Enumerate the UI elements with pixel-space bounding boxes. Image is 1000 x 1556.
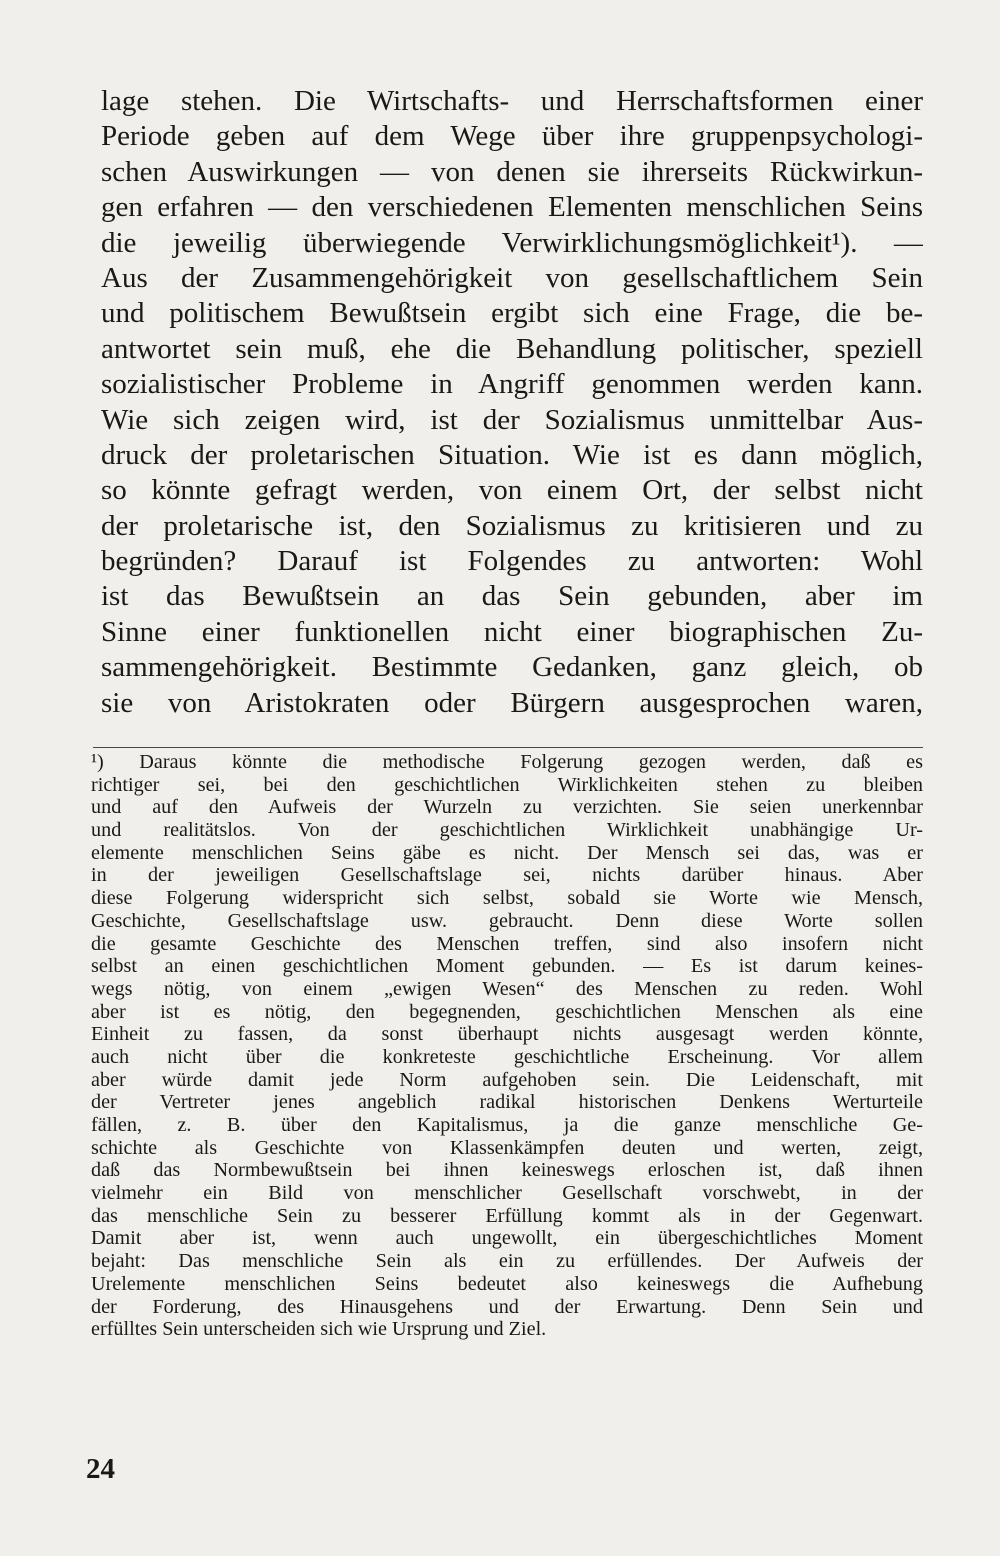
body-line: sie von Aristokraten oder Bürgern ausgesprochen waren,: [101, 686, 923, 719]
body-line: der proletarische ist, den Sozialismus zu kritisieren und zu: [101, 509, 923, 542]
footnote-line: die gesamte Geschichte des Menschen treffen, sind also insofern nicht: [91, 932, 923, 955]
footnote-line: und auf den Aufweis der Wurzeln zu verzichten. Sie seien unerkennbar: [91, 796, 923, 819]
body-line: schen Auswirkungen — von denen sie ihrerseits Rückwirkun-: [101, 155, 923, 188]
footnote-line: vielmehr ein Bild von menschlicher Gesellschaft vorschwebt, in der: [91, 1182, 923, 1205]
footnote-line: das menschliche Sein zu besserer Erfüllung kommt als in der Gegenwart.: [91, 1204, 923, 1227]
body-line: die jeweilig überwiegende Verwirklichungsmöglichkeit¹). —: [101, 226, 923, 259]
body-line: Wie sich zeigen wird, ist der Sozialismus unmittelbar Aus-: [101, 403, 923, 436]
body-line: druck der proletarischen Situation. Wie ist es dann möglich,: [101, 438, 923, 471]
body-line: sammengehörigkeit. Bestimmte Gedanken, ganz gleich, ob: [101, 651, 923, 684]
footnote-line: Geschichte, Gesellschaftslage usw. gebraucht. Denn diese Worte sollen: [91, 909, 923, 932]
body-line: Periode geben auf dem Wege über ihre gruppenpsychologi-: [101, 120, 923, 153]
footnote-line: bejaht: Das menschliche Sein als ein zu erfüllendes. Der Aufweis der: [91, 1250, 923, 1273]
footnote-line: der Vertreter jenes angeblich radikal historischen Denkens Werturteile: [91, 1091, 923, 1114]
footnote-line: schichte als Geschichte von Klassenkämpfen deuten und werten, zeigt,: [91, 1136, 923, 1159]
footnote-line: wegs nötig, von einem „ewigen Wesen“ des Menschen zu reden. Wohl: [91, 977, 923, 1000]
footnote-line: richtiger sei, bei den geschichtlichen Wirklichkeiten stehen zu bleiben: [91, 773, 923, 796]
footnote-line: Urelemente menschlichen Seins bedeutet also keineswegs die Aufhebung: [91, 1272, 923, 1295]
main-text-block: [101, 84, 923, 721]
body-line: begründen? Darauf ist Folgendes zu antworten: Wohl: [101, 545, 923, 578]
footnote-line: auch nicht über die konkreteste geschichtliche Erscheinung. Vor allem: [91, 1045, 923, 1068]
footnote-line: fällen, z. B. über den Kapitalismus, ja die ganze menschliche Ge-: [91, 1114, 923, 1136]
body-line: Aus der Zusammengehörigkeit von gesellschaftlichem Sein: [101, 261, 923, 294]
footnote-line: Damit aber ist, wenn auch ungewollt, ein übergeschichtliches Moment: [91, 1227, 923, 1250]
body-line: sozialistischer Probleme in Angriff genommen werden kann.: [101, 368, 923, 401]
footnote-line: Einheit zu fassen, da sonst überhaupt nichts ausgesagt werden könnte,: [91, 1023, 923, 1046]
body-line: gen erfahren — den verschiedenen Elementen menschlichen Seins: [101, 191, 923, 224]
footnote-line: und realitätslos. Von der geschichtlichen Wirklichkeit unabhängige Ur-: [91, 819, 923, 842]
body-line: lage stehen. Die Wirtschafts- und Herrschaftsformen einer: [101, 85, 923, 117]
footnote-line: aber ist es nötig, den begegnenden, geschichtlichen Menschen als eine: [91, 1000, 923, 1023]
body-line: so könnte gefragt werden, von einem Ort, der selbst nicht: [101, 474, 923, 507]
footnote-divider: [93, 747, 923, 748]
footnote-line: der Forderung, des Hinausgehens und der Erwartung. Denn Sein und: [91, 1295, 923, 1318]
footnote-line: diese Folgerung widerspricht sich selbst, sobald sie Worte wie Mensch,: [91, 887, 923, 910]
page-number: 24: [86, 1453, 115, 1485]
footnote-line: selbst an einen geschichtlichen Moment gebunden. — Es ist darum keines-: [91, 955, 923, 978]
body-line: und politischem Bewußtsein ergibt sich eine Frage, die be-: [101, 297, 923, 330]
footnote-line: elemente menschlichen Seins gäbe es nicht. Der Mensch sei das, was er: [91, 841, 923, 864]
footnote-line: daß das Normbewußtsein bei ihnen keineswegs erloschen ist, daß ihnen: [91, 1159, 923, 1182]
body-line: antwortet sein muß, ehe die Behandlung politischer, speziell: [101, 332, 923, 365]
footnote-line: aber würde damit jede Norm aufgehoben sein. Die Leidenschaft, mit: [91, 1068, 923, 1091]
body-line: Sinne einer funktionellen nicht einer biographischen Zu-: [101, 615, 923, 648]
footnote-line: in der jeweiligen Gesellschaftslage sei, nichts darüber hinaus. Aber: [91, 864, 923, 887]
footnote-line: ¹) Daraus könnte die methodische Folgerung gezogen werden, daß es: [91, 751, 923, 773]
body-line: ist das Bewußtsein an das Sein gebunden, aber im: [101, 580, 923, 613]
footnote-block: [91, 751, 923, 1341]
footnote-line: erfülltes Sein unterscheiden sich wie Ursprung und Ziel.: [91, 1318, 547, 1341]
